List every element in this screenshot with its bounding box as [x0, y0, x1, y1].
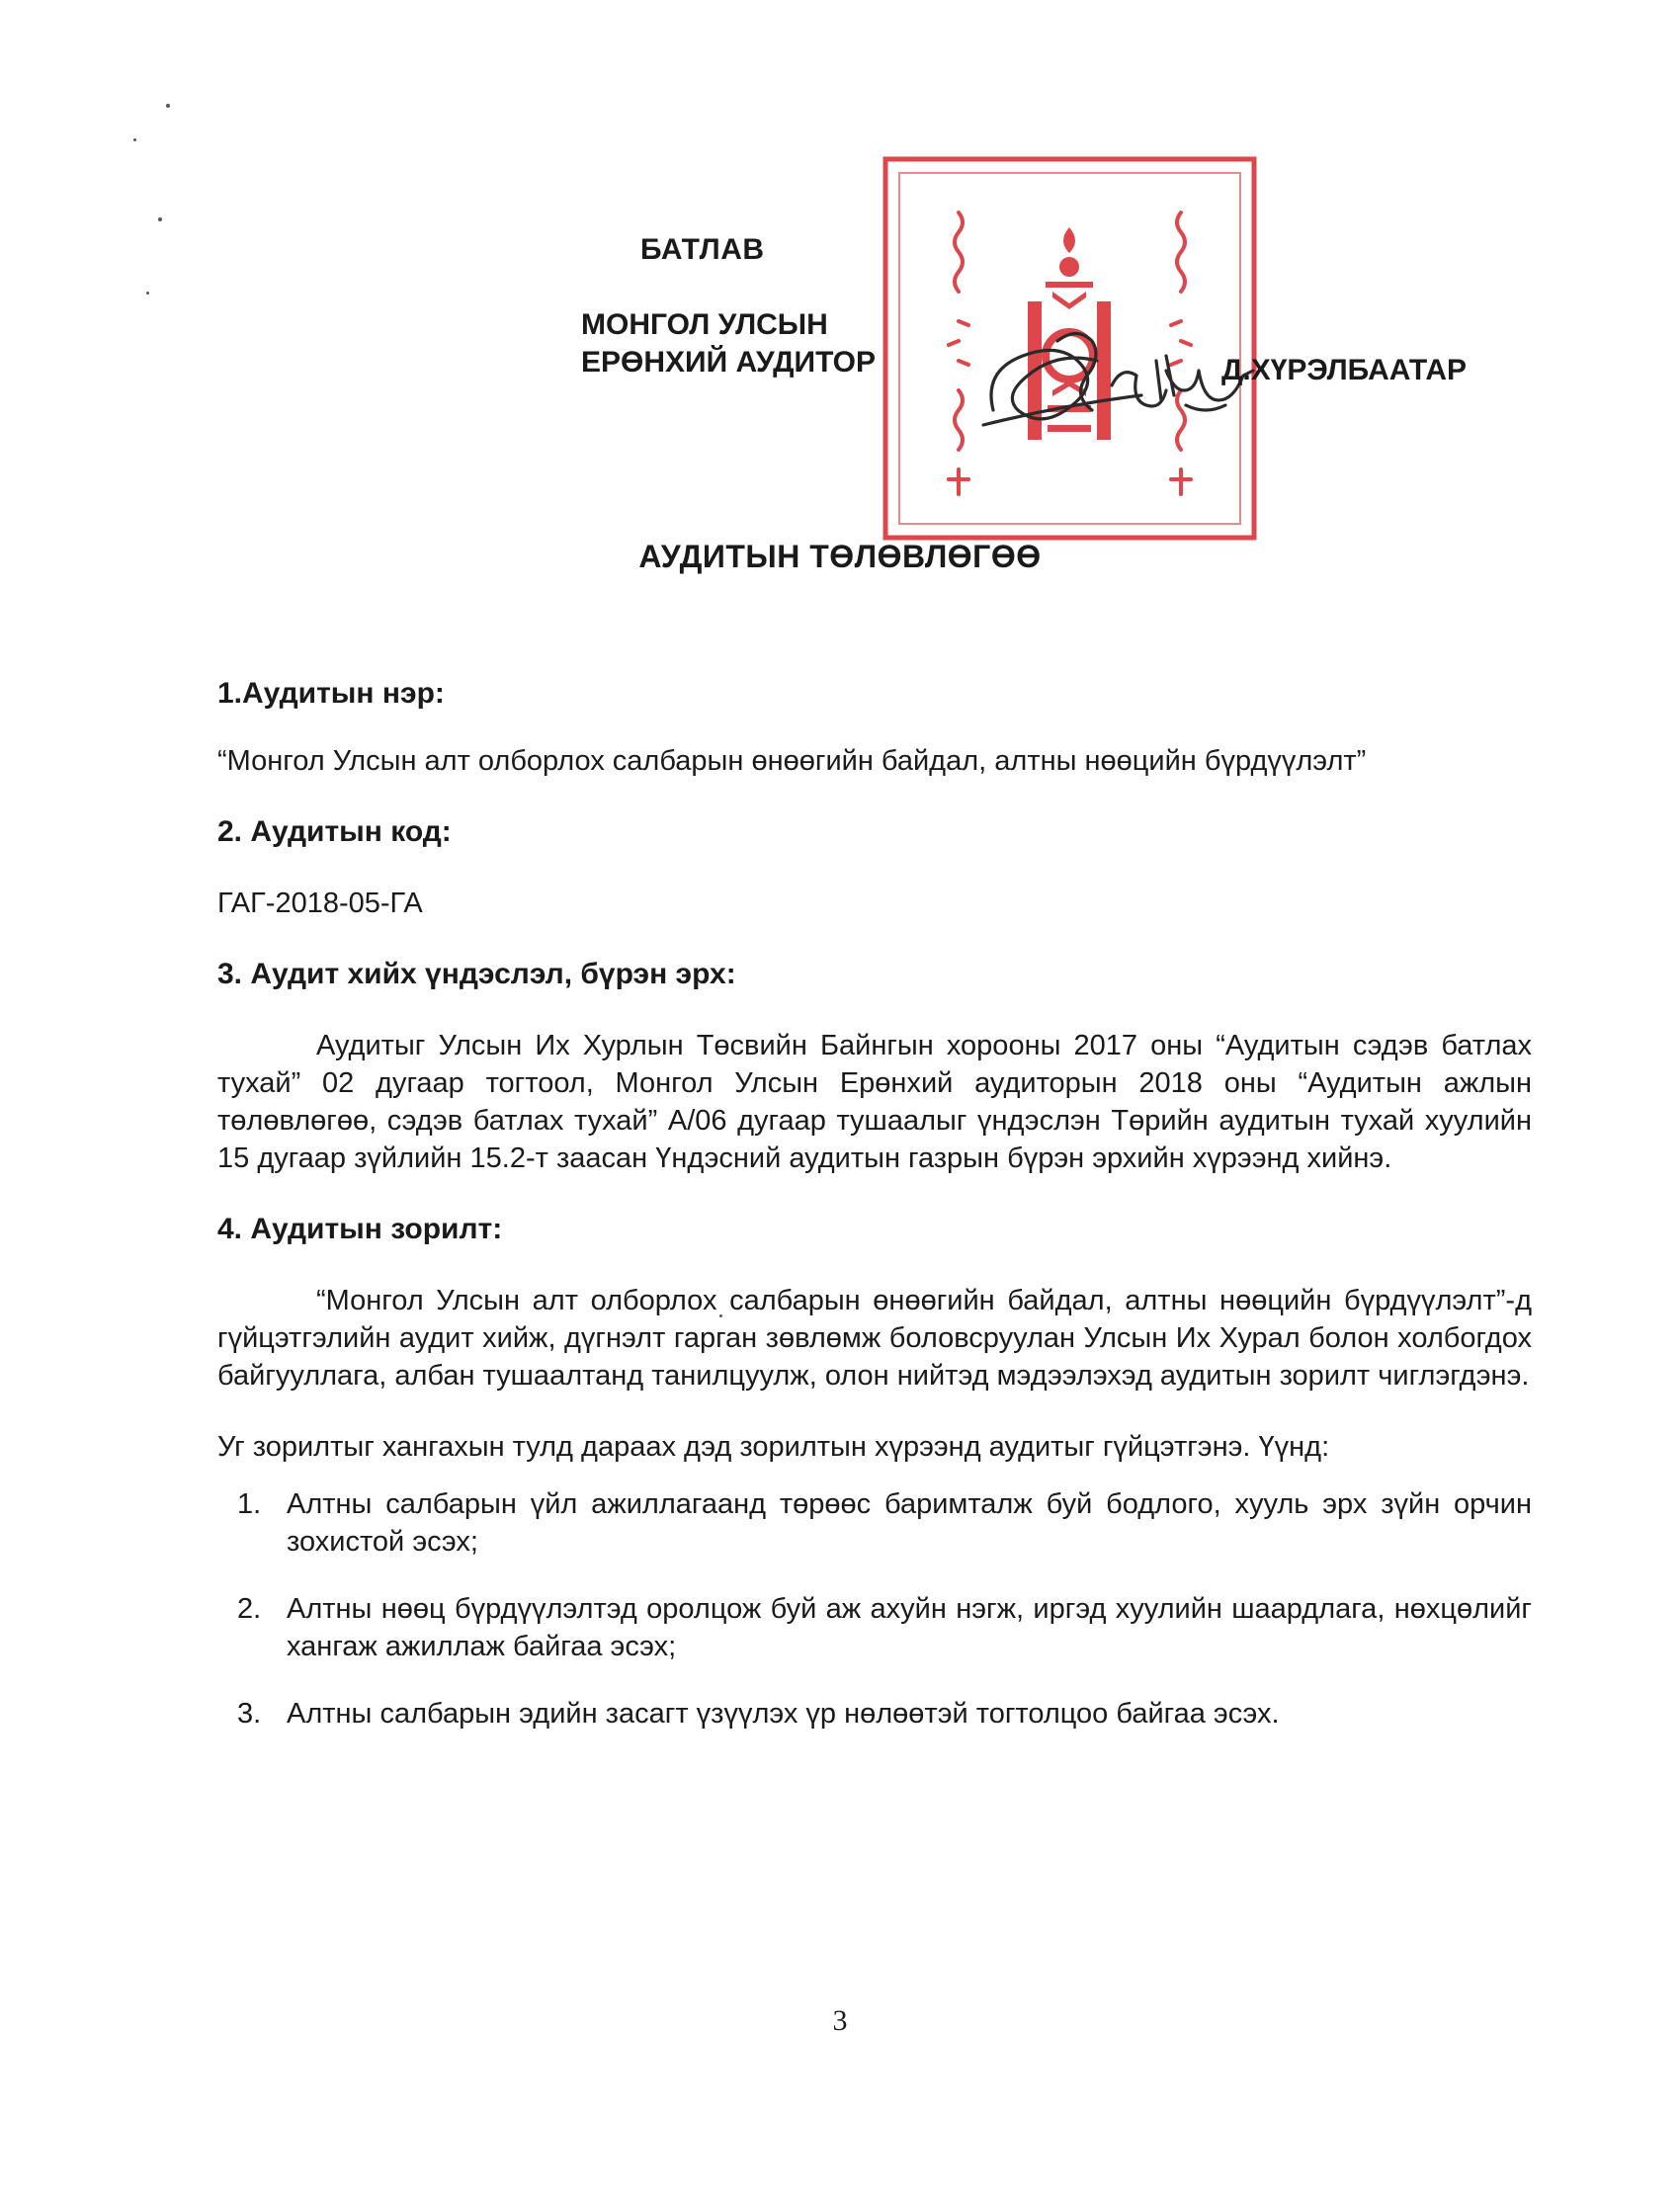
audit-objective-text: “Монгол Улсын алт олборлох салбарын өнөөгийн байдал, алтны нөөцийн бүрдүүлэлт”-д гүйцэтгэлийн аудит хийж, дүгнэлт гарган зөвлөмж боловсруулан Улсын Их Хурал болон холбогдох байгууллага, албан тушаалтанд танилцуулж, олон нийтэд мэдээлэхэд аудитын зорилт чиглэгдэнэ.	[217, 1285, 1532, 1392]
section-3-heading: 3. Аудит хийх үндэслэл, бүрэн эрх:	[217, 958, 736, 990]
scan-speck	[133, 138, 136, 141]
approver-title	[581, 306, 876, 381]
section-4-heading: 4. Аудитын зорилт:	[217, 1213, 503, 1245]
list-item-text: Алтны нөөц бүрдүүлэлтэд оролцож буй аж ахуйн нэгж, иргэд хуулийн шаардлага, нөхцөлийг хангаж ажиллаж байгаа эсэх;	[287, 1593, 1532, 1662]
scan-speck	[146, 292, 149, 295]
approver-title-line1: МОНГОЛ УЛСЫН	[581, 308, 828, 341]
list-item-number: 1.	[237, 1488, 262, 1520]
list-item-number: 3.	[237, 1698, 262, 1730]
section-1-heading: 1.Аудитын нэр:	[217, 677, 445, 710]
list-item	[217, 1485, 1532, 1561]
document-title: АУДИТЫН ТӨЛӨВЛӨГӨӨ	[638, 539, 1042, 574]
list-spacer	[217, 1665, 1532, 1695]
list-item-text: Алтны салбарын үйл ажиллагаанд төрөөс баримталж буй бодлого, хууль эрх зүйн орчин зохистой эсэх;	[287, 1488, 1532, 1558]
list-spacer	[217, 1561, 1532, 1590]
page-number: 3	[832, 2004, 848, 2037]
document-body	[217, 675, 1532, 1733]
list-item	[217, 1590, 1532, 1665]
audit-code-text: ГАГ-2018-05-ГА	[217, 888, 423, 919]
audit-basis-text: Аудитыг Улсын Их Хурлын Төсвийн Байнгын хорооны 2017 оны “Аудитын сэдэв батлах тухай” 02 дугаар тогтоол, Монгол Улсын Ерөнхий аудиторын 2018 оны “Аудитын ажлын төлөвлөгөө, сэдэв батлах тухай” А/06 дугаар тушаалыг үндэслэн Төрийн аудитын тухай хуулийн 15 дугаар зүйлийн 15.2-т заасан Үндэсний аудитын газрын бүрэн эрхийн хүрээнд хийнэ.	[217, 1030, 1532, 1174]
list-item-text: Алтны салбарын эдийн засагт үзүүлэх үр нөлөөтэй тогтолцоо байгаа эсэх.	[287, 1698, 1280, 1730]
approver-title-line2: ЕРӨНХИЙ АУДИТОР	[581, 346, 877, 379]
approver-name: Д.ХҮРЭЛБААТАР	[1221, 354, 1468, 386]
list-item	[217, 1695, 1532, 1733]
sub-objectives-list	[217, 1485, 1532, 1733]
audit-name-text: “Монгол Улсын алт олборлох салбарын өнөөгийн байдал, алтны нөөцийн бүрдүүлэлт”	[217, 745, 1367, 777]
sub-objectives-intro: Уг зорилтыг хангахын тулд дараах дэд зорилтын хүрээнд аудитыг гүйцэтгэнэ. Үүнд:	[217, 1431, 1330, 1463]
scan-speck	[166, 104, 170, 108]
scan-speck	[158, 217, 162, 221]
list-item-number: 2.	[237, 1593, 262, 1625]
section-2-heading: 2. Аудитын код:	[217, 815, 452, 848]
approve-label: БАТЛАВ	[640, 233, 765, 266]
